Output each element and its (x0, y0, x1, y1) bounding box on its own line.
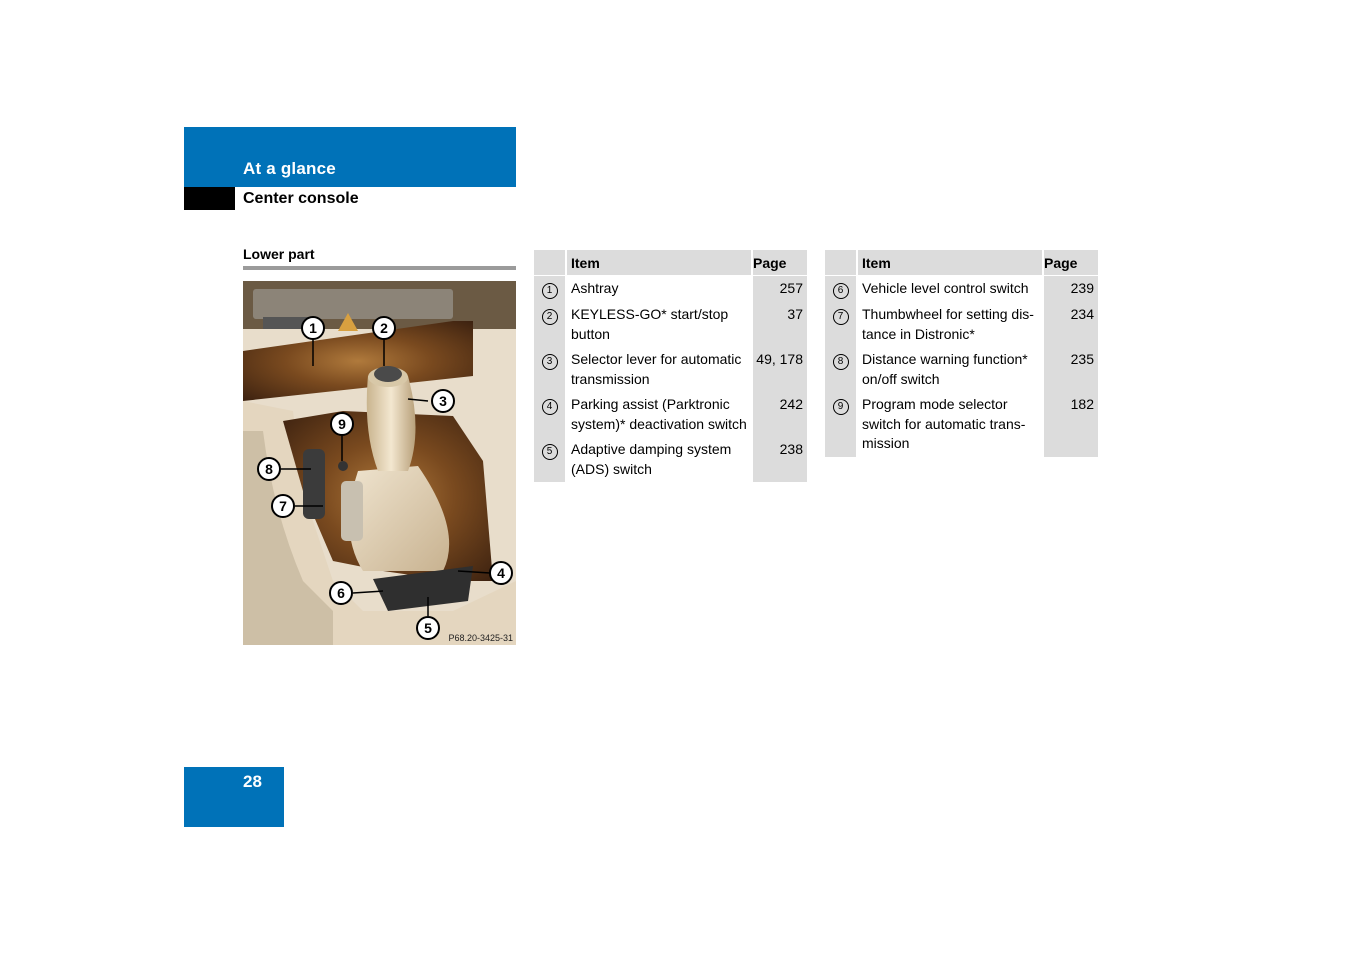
svg-text:9: 9 (338, 416, 346, 432)
item-number: 3 (542, 354, 558, 370)
svg-text:2: 2 (380, 320, 388, 336)
item-description: KEYLESS-GO* start/stop button (566, 302, 752, 347)
item-description: Program mode selector switch for automatic trans-mission (857, 392, 1043, 457)
center-console-illustration (243, 281, 516, 645)
item-number: 6 (833, 283, 849, 299)
item-number: 7 (833, 309, 849, 325)
header-band (184, 127, 516, 187)
callout-4 (490, 562, 512, 584)
table-header-item: Item (857, 250, 1043, 276)
item-number: 8 (833, 354, 849, 370)
item-number: 1 (542, 283, 558, 299)
table-header-number (825, 250, 857, 276)
item-page-reference: 182 (1043, 392, 1098, 457)
svg-text:1: 1 (309, 320, 317, 336)
center-console-photo (243, 281, 516, 645)
table-header-item: Item (566, 250, 752, 276)
page-number: 28 (243, 772, 262, 791)
item-page-reference: 49, 178 (752, 347, 807, 392)
svg-text:7: 7 (279, 498, 287, 514)
callout-9 (331, 413, 353, 435)
subsection-title: Center console (243, 190, 359, 207)
callout-7 (272, 495, 294, 517)
callout-2 (373, 317, 395, 339)
item-page-reference: 257 (752, 276, 807, 303)
section-marker (184, 187, 235, 210)
table-row (534, 302, 807, 347)
callout-6 (330, 582, 352, 604)
svg-text:5: 5 (424, 620, 432, 636)
item-page-reference: 37 (752, 302, 807, 347)
callout-1 (302, 317, 324, 339)
table-row (534, 276, 807, 303)
item-number: 4 (542, 399, 558, 415)
figure-label: Lower part (243, 246, 315, 262)
table-header-number (534, 250, 566, 276)
item-description: Parking assist (Parktronic system)* deactivation switch (566, 392, 752, 437)
item-description: Adaptive damping system (ADS) switch (566, 437, 752, 482)
table-row (825, 347, 1098, 392)
page-number-band (184, 767, 284, 827)
item-table-right (825, 250, 1098, 457)
callout-3 (432, 390, 454, 412)
svg-text:3: 3 (439, 393, 447, 409)
item-description: Distance warning function* on/off switch (857, 347, 1043, 392)
table-header-page: Page (1043, 250, 1098, 276)
svg-text:8: 8 (265, 461, 273, 477)
item-description: Ashtray (566, 276, 752, 303)
callout-5 (417, 617, 439, 639)
item-page-reference: 239 (1043, 276, 1098, 303)
item-number: 5 (542, 444, 558, 460)
item-description: Thumbwheel for setting dis-tance in Distronic* (857, 302, 1043, 347)
item-description: Selector lever for automatic transmission (566, 347, 752, 392)
item-page-reference: 242 (752, 392, 807, 437)
item-page-reference: 238 (752, 437, 807, 482)
figure-code: P68.20-3425-31 (448, 633, 513, 643)
figure-label-rule (243, 266, 516, 270)
item-page-reference: 234 (1043, 302, 1098, 347)
section-title: At a glance (243, 159, 336, 178)
table-row (534, 392, 807, 437)
item-number: 9 (833, 399, 849, 415)
table-header-page: Page (752, 250, 807, 276)
table-row (825, 302, 1098, 347)
item-page-reference: 235 (1043, 347, 1098, 392)
table-row (534, 437, 807, 482)
table-row (534, 347, 807, 392)
item-table-left (534, 250, 807, 482)
item-description: Vehicle level control switch (857, 276, 1043, 303)
table-row (825, 276, 1098, 303)
callout-8 (258, 458, 280, 480)
table-row (825, 392, 1098, 457)
svg-text:4: 4 (497, 565, 505, 581)
item-number: 2 (542, 309, 558, 325)
svg-text:6: 6 (337, 585, 345, 601)
